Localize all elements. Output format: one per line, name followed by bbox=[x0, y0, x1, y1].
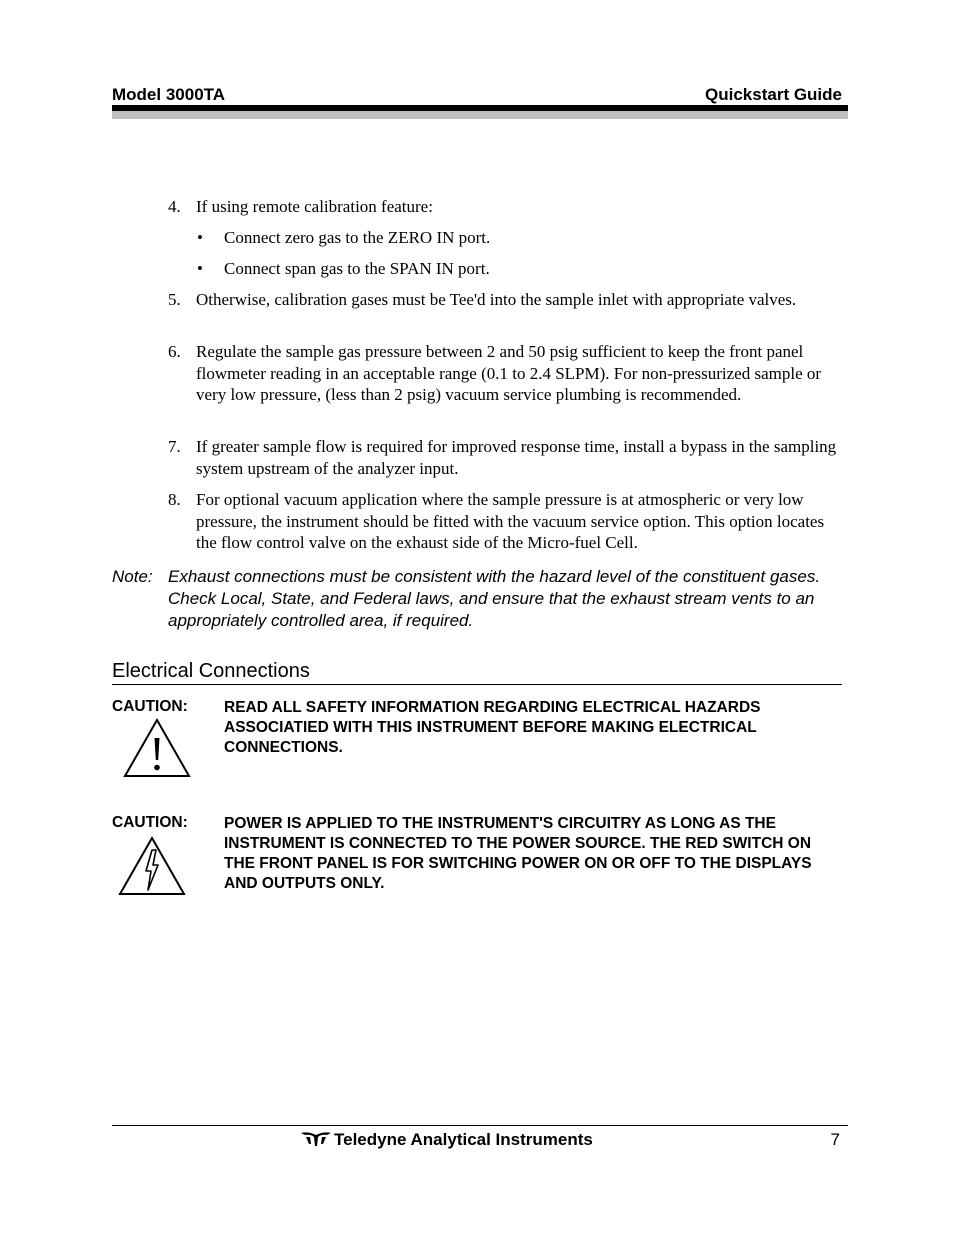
caution-text: READ ALL SAFETY INFORMATION REGARDING ELECTRICAL HAZARDS ASSOCIATIED WITH THIS INSTRUMENT BEFORE MAKING ELECTRICAL CONNECTIONS. bbox=[224, 699, 761, 756]
step-text: Otherwise, calibration gases must be Tee'd into the sample inlet with appropriate valves. bbox=[196, 290, 797, 309]
bullet-text: Connect zero gas to the ZERO IN port. bbox=[224, 228, 491, 247]
step-number: 4. bbox=[168, 197, 181, 216]
header-guide-title: Quickstart Guide bbox=[705, 85, 842, 104]
caution-label: CAUTION: bbox=[112, 698, 188, 715]
warning-exclamation-icon bbox=[123, 718, 191, 783]
caution-label: CAUTION: bbox=[112, 814, 188, 831]
step-text: Regulate the sample gas pressure between 2 and 50 psig sufficient to keep the front panel flowmeter reading in an acceptable range (0.1 to 2.4 SLPM). For non-pressurized sample or very low pressure, (less than 2 psig) vacuum service plumbing is recommended. bbox=[196, 342, 822, 404]
bullet-dot: • bbox=[197, 259, 203, 278]
footer-company: Teledyne Analytical Instruments bbox=[334, 1130, 593, 1149]
bullet-zero-gas bbox=[197, 227, 837, 249]
caution-text: POWER IS APPLIED TO THE INSTRUMENT'S CIRCUITRY AS LONG AS THE INSTRUMENT IS CONNECTED TO THE POWER SOURCE. THE RED SWITCH ON THE FRONT PANEL IS FOR SWITCHING POWER ON OR OFF TO THE DISPLAYS AND OUTPUTS ONLY. bbox=[224, 815, 812, 892]
header-rule-shadow bbox=[112, 111, 848, 119]
note-label: Note: bbox=[112, 567, 153, 586]
step-7 bbox=[168, 436, 838, 479]
step-number: 5. bbox=[168, 290, 181, 309]
step-6 bbox=[168, 341, 838, 406]
step-text: If greater sample flow is required for improved response time, install a bypass in the sampling system upstream of the analyzer input. bbox=[196, 437, 837, 478]
bullet-span-gas bbox=[197, 258, 837, 280]
footer-rule bbox=[112, 1125, 848, 1126]
step-4 bbox=[168, 196, 838, 218]
step-8 bbox=[168, 489, 838, 554]
step-5 bbox=[168, 289, 838, 311]
bullet-dot: • bbox=[197, 228, 203, 247]
header-model: Model 3000TA bbox=[112, 85, 226, 104]
note-block bbox=[112, 566, 838, 632]
step-number: 7. bbox=[168, 437, 181, 456]
bullet-text: Connect span gas to the SPAN IN port. bbox=[224, 259, 490, 278]
step-text: For optional vacuum application where the sample pressure is at atmospheric or very low pressure, the instrument should be fitted with the vacuum service option. This option locates the flow control valve on the exhaust side of the Micro-fuel Cell. bbox=[196, 490, 825, 552]
step-text: If using remote calibration feature: bbox=[196, 197, 433, 216]
electrical-hazard-icon bbox=[118, 836, 186, 901]
note-text: Exhaust connections must be consistent with the hazard level of the constituent gases. Check Local, State, and Federal laws, and ensure that the exhaust stream vents to an appropriately controlled area, if required. bbox=[168, 567, 821, 630]
step-number: 8. bbox=[168, 490, 181, 509]
section-title: Electrical Connections bbox=[112, 660, 842, 685]
page-number: 7 bbox=[830, 1130, 840, 1149]
step-number: 6. bbox=[168, 342, 181, 361]
teledyne-logo-icon bbox=[300, 1131, 332, 1152]
